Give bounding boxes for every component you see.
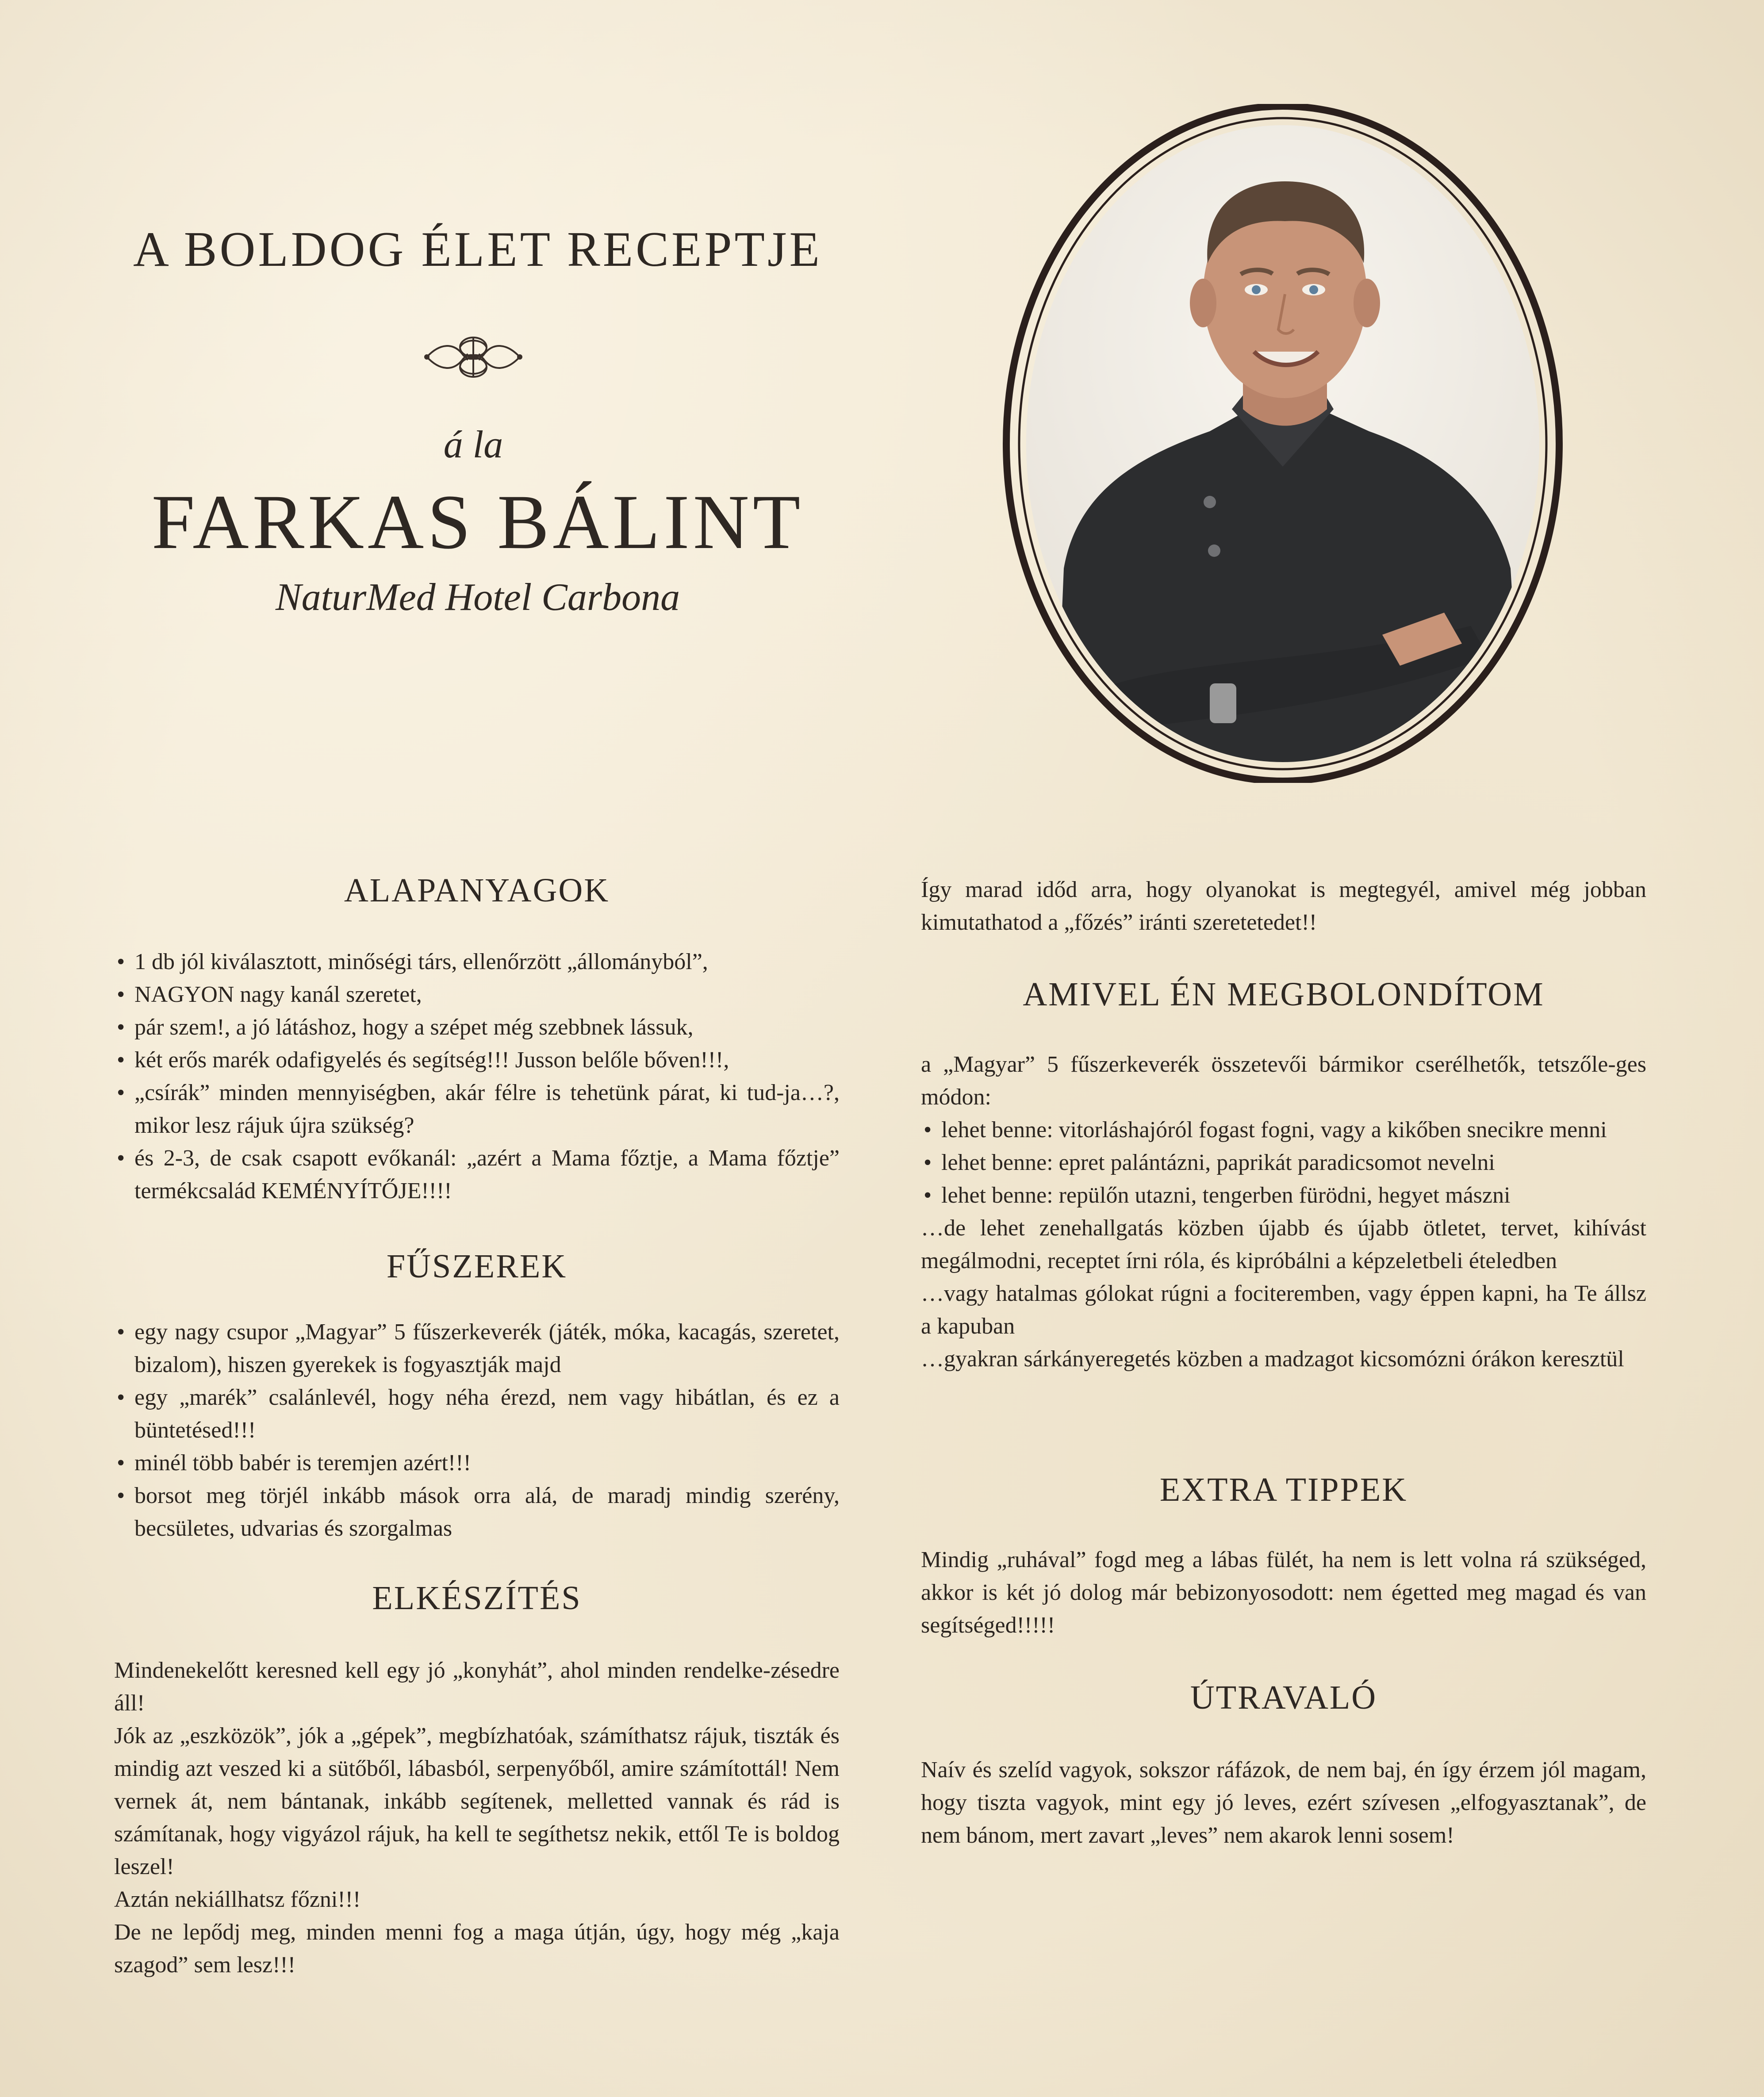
chef-portrait bbox=[1002, 104, 1564, 783]
list-item: • pár szem!, a jó látáshoz, hogy a szépet még szebbnek lássuk, bbox=[114, 1011, 840, 1044]
paragraph: Jók az „eszközök”, jók a „gépek”, megbízhatóak, számíthatsz rájuk, tiszták és mindig azt veszed ki a sütőből, lábasból, serpenyőből, amire számítottál! Nem vernek át, nem bántanak, inkább segítenek, melletted vannak és rád is számítanak, hogy vigyázol rájuk, ha kell te segíthetsz nekik, ettől Te is boldog leszel! bbox=[114, 1723, 840, 1879]
ala-subtitle: á la bbox=[443, 423, 503, 466]
list-item: • és 2-3, de csak csapott evőkanál: „azért a Mama főztje, a Mama főztje” termékcsalád KEMÉNYÍTŐJE!!!! bbox=[114, 1142, 840, 1208]
utravalo-text: Naív és szelíd vagyok, sokszor ráfázok, de nem baj, én így érzem jól magam, hogy tiszta vagyok, mint egy jó leves, ezért szívesen „elfogyasztanak”, de nem bánom, mert zavart „leves” nem akarok lenni sosem! bbox=[921, 1757, 1646, 1848]
paragraph: …gyakran sárkányeregetés közben a madzagot kicsomózni órákon keresztül bbox=[921, 1346, 1624, 1372]
paragraph: De ne lepődj meg, minden menni fog a maga útján, úgy, hogy még „kaja szagod” sem lesz!!! bbox=[114, 1920, 840, 1978]
preparation-text bbox=[114, 1654, 840, 1982]
ingredients-list bbox=[114, 946, 840, 1208]
intro-text-right: Így marad időd arra, hogy olyanokat is megtegyél, amivel még jobban kimutathatod a „főzés” iránti szeretetedet!! bbox=[921, 877, 1646, 935]
list-item: • lehet benne: epret palántázni, paprikát paradicsomot nevelni bbox=[921, 1146, 1646, 1179]
paragraph: …vagy hatalmas gólokat rúgni a fociteremben, vagy éppen kapni, ha Te állsz a kapuban bbox=[921, 1281, 1646, 1339]
list-item: • 1 db jól kiválasztott, minőségi társ, ellenőrzött „állományból”, bbox=[114, 946, 840, 978]
section-title-amivel: AMIVEL ÉN MEGBOLONDÍTOM bbox=[1023, 976, 1545, 1013]
list-item: • lehet benne: repülőn utazni, tengerben fürödni, hegyet mászni bbox=[921, 1179, 1646, 1212]
hotel-name: NaturMed Hotel Carbona bbox=[275, 576, 680, 619]
section-title-utravalo: ÚTRAVALÓ bbox=[1190, 1679, 1377, 1716]
section-title-extra-tippek: EXTRA TIPPEK bbox=[1159, 1471, 1408, 1508]
list-item: • borsot meg törjél inkább mások orra alá, de maradj mindig szerény, becsületes, udvarias és szorgalmas bbox=[114, 1480, 840, 1545]
list-item: • NAGYON nagy kanál szeretet, bbox=[114, 978, 840, 1011]
paragraph: …de lehet zenehallgatás közben újabb és újabb ötletet, tervet, kihívást megálmodni, receptet írni róla, és kipróbálni a képzeletbeli ételedben bbox=[921, 1215, 1646, 1273]
list-item: • egy „marék” csalánlevél, hogy néha érezd, nem vagy hibátlan, és ez a büntetésed!!! bbox=[114, 1381, 840, 1447]
amivel-list bbox=[921, 1114, 1646, 1212]
section-title-fuszerek: FŰSZEREK bbox=[386, 1248, 568, 1285]
flourish-ornament-icon bbox=[422, 330, 524, 385]
extra-tips-text: Mindig „ruhával” fogd meg a lábas fülét, ha nem is lett volna rá szükséged, akkor is két jó dolog már bebizonyosodott: nem égetted meg magad és van segítséged!!!!! bbox=[921, 1547, 1646, 1638]
list-item: • minél több babér is teremjen azért!!! bbox=[114, 1447, 840, 1480]
chef-name: FARKAS BÁLINT bbox=[151, 479, 804, 565]
list-item: • lehet benne: vitorláshajóról fogast fogni, vagy a kikőben snecikre menni bbox=[921, 1114, 1646, 1146]
list-item: • „csírák” minden mennyiségben, akár félre is tehetünk párat, ki tud-ja…?, mikor lesz rájuk újra szükség? bbox=[114, 1077, 840, 1142]
page-title: A BOLDOG ÉLET RECEPTJE bbox=[133, 222, 822, 277]
paragraph: Mindenekelőtt keresned kell egy jó „konyhát”, ahol minden rendelke-zésedre áll! bbox=[114, 1658, 840, 1716]
section-title-elkeszites: ELKÉSZÍTÉS bbox=[372, 1579, 582, 1617]
section-title-alapanyagok: ALAPANYAGOK bbox=[344, 872, 610, 909]
spices-list bbox=[114, 1316, 840, 1545]
amivel-text bbox=[921, 1048, 1646, 1376]
paragraph: Aztán nekiállhatsz főzni!!! bbox=[114, 1887, 361, 1912]
paragraph: a „Magyar” 5 fűszerkeverék összetevői bármikor cserélhetők, tetszőle-ges módon: bbox=[921, 1052, 1646, 1110]
list-item: • egy nagy csupor „Magyar” 5 fűszerkeverék (játék, móka, kacagás, szeretet, bizalom), hiszen gyerekek is fogyasztják majd bbox=[114, 1316, 840, 1381]
list-item: • két erős marék odafigyelés és segítség!!! Jusson belőle bőven!!!, bbox=[114, 1044, 840, 1077]
